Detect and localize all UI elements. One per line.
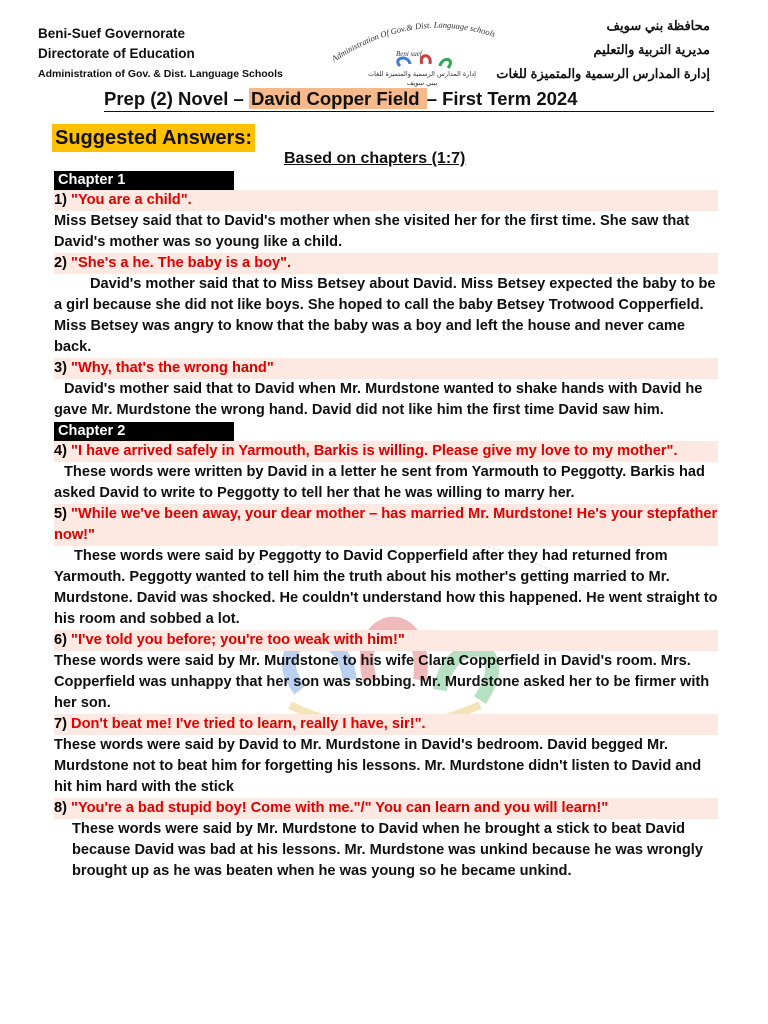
logo-arabic-text: إدارة المدارس الرسمية والمتميزة للغات: [368, 70, 476, 78]
administration-name-ar: إدارة المدارس الرسمية والمتميزة للغات: [496, 66, 710, 81]
title-prefix: Prep (2) Novel –: [104, 88, 249, 109]
question-1-quote: 1) "You are a child".: [54, 190, 718, 211]
question-8-quote: 8) "You're a bad stupid boy! Come with me."/" You can learn and you will learn!": [54, 798, 718, 819]
answer-1: Miss Betsey said that to David's mother when she visited her for the first time. She saw that David's mother was so young like a child.: [54, 213, 690, 250]
answers-content: [54, 170, 718, 882]
question-5-quote: 5) "While we've been away, your dear mother – has married Mr. Murdstone! He's your stepfather now!": [54, 504, 718, 546]
directorate-name: Directorate of Education: [38, 46, 195, 61]
answer-4: These words were written by David in a letter he sent from Yarmouth to Peggotty. Barkis had asked David to write to Peggotty to tell her that he was willing to marry her.: [54, 464, 705, 501]
answer-2: David's mother said that to Miss Betsey about David. Miss Betsey expected the baby to be a girl because she did not like boys. She hoped to call the baby Betsey Trotwood Copperfield. Miss Betsey was angry to know that the baby was a boy and left the house and never came back.: [54, 276, 716, 355]
page-title: [104, 88, 714, 112]
question-2-quote: 2) "She's a he. The baby is a boy".: [54, 253, 718, 274]
suggested-answers-heading: Suggested Answers:: [52, 124, 255, 152]
governorate-name: Beni-Suef Governorate: [38, 26, 186, 41]
school-administration-logo: [322, 14, 522, 88]
question-4-quote: 4) "I have arrived safely in Yarmouth, Barkis is willing. Please give my love to my mother".: [54, 441, 718, 462]
based-on-chapters: Based on chapters (1:7): [284, 150, 466, 167]
logo-arabic-text-2: ببني سويف: [406, 79, 438, 87]
answer-6: These words were said by Mr. Murdstone to his wife Clara Copperfield in David's room. Mrs. Copperfield was unhappy that her son was sobbing. Mr. Murdstone asked her to be firmer with her son.: [54, 653, 710, 711]
logo-sub-text: Beni suef: [396, 50, 422, 58]
header-left: [38, 24, 283, 84]
chapter-1-label: Chapter 1: [54, 171, 234, 190]
chapter-2-label: Chapter 2: [54, 422, 234, 441]
answer-8: These words were said by Mr. Murdstone to David when he brought a stick to beat David because David was bad at his lessons. Mr. Murdstone was unkind because he was wrongly brought up as he was beaten when he was young so he became unkind.: [72, 821, 703, 879]
question-7-quote: 7) Don't beat me! I've tried to learn, really I have, sir!".: [54, 714, 718, 735]
title-highlight: David Copper Field: [250, 88, 425, 109]
answer-3: David's mother said that to David when Mr. Murdstone wanted to shake hands with David he gave Mr. Murdstone the wrong hand. David did not like him the first time David saw him.: [54, 381, 703, 418]
title-suffix: – First Term 2024: [426, 88, 578, 109]
answer-5: These words were said by Peggotty to David Copperfield after they had returned from Yarmouth. Peggotty wanted to tell him the truth about his mother's getting married to Mr. Murdstone. David was shocked. He couldn't understand how this happened. He went straight to his room and sobbed a lot.: [54, 548, 718, 627]
governorate-name-ar: محافظة بني سويف: [606, 18, 710, 33]
question-3-quote: 3) "Why, that's the wrong hand": [54, 358, 718, 379]
question-6-quote: 6) "I've told you before; you're too weak with him!": [54, 630, 718, 651]
logo-arc-text: Administration Of Gov.& Dist. Language schools: [329, 19, 497, 64]
header-right: [496, 14, 710, 86]
directorate-name-ar: مديرية التربية والتعليم: [593, 42, 710, 57]
administration-name: Administration of Gov. & Dist. Language Schools: [38, 68, 283, 80]
answer-7: These words were said by David to Mr. Murdstone in David's bedroom. David begged Mr. Murdstone not to beat him for forgetting his lessons. Mr. Murdstone didn't listen to David and hit him hard with the stick: [54, 737, 702, 795]
